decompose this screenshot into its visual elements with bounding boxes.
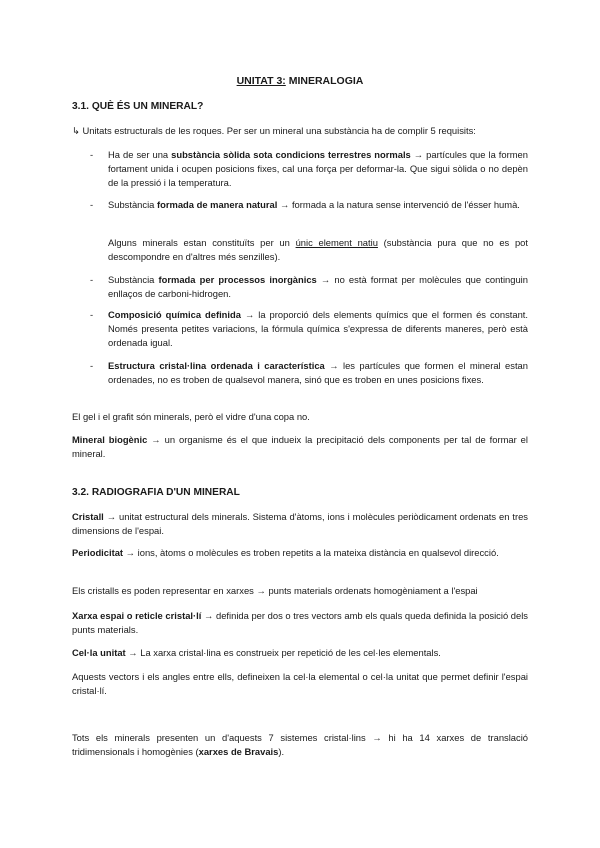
xarxes-paragraph: Els cristalls es poden representar en xarxes → punts materials ordenats homogèniament a l'espai [72, 585, 478, 596]
requirement-text: Ha de ser una substància sòlida sota condicions terrestres normals → partícules que la formen fortament unida i ocupen posicions fixes, cal una força per deformar-la. Que sigui sòlida o no depèn de la pressió i la temperatura. [108, 149, 528, 188]
gel-paragraph: El gel i el grafit són minerals, però el vidre d'una copa no. [72, 411, 310, 422]
list-dash: - [90, 274, 94, 285]
periodicitat-paragraph: Periodicitat → ions, àtoms o molècules es troben repetits a la mateixa distància en qualsevol direcció. [72, 547, 499, 558]
list-dash: - [90, 199, 94, 210]
return-arrow-icon: ↳ [72, 125, 80, 136]
cristall-paragraph: Cristall → unitat estructural dels minerals. Sistema d'àtoms, ions i molècules periòdicament ordenats en tres dimensions de l'espai. [72, 511, 528, 536]
requirement-text: Substància formada de manera natural → formada a la natura sense intervenció de l'ésser humà. [108, 199, 520, 210]
list-dash: - [90, 309, 94, 320]
section-heading-3-1: 3.1. QUÈ ÉS UN MINERAL? [72, 101, 204, 112]
xarxa-paragraph: Xarxa espai o reticle cristal·lí → definida per dos o tres vectors amb els quals queda definida la posició dels punts materials. [72, 610, 528, 635]
unit-title-rest: MINERALOGIA [285, 75, 364, 87]
intro-paragraph [72, 124, 528, 138]
list-dash: - [90, 149, 94, 160]
section-heading-3-2: 3.2. RADIOGRAFIA D'UN MINERAL [72, 487, 240, 498]
requirement-text: Composició química definida → la proporció dels elements químics que el formen és constant. Només presenta petites variacions, la fórmula química s'expressa de diferents maneres, però està ordenada igual. [108, 309, 528, 348]
unit-title-prefix: UNITAT 3: [236, 75, 286, 87]
requirement-text: Estructura cristal·lina ordenada i característica → les partícules que formen el mineral estan ordenades, no es troben de qualsevol manera, sinó que es troben en unes posicions fixes. [108, 360, 528, 385]
list-dash: - [90, 360, 94, 371]
vectors-paragraph: Aquests vectors i els angles entre ells, defineixen la cel·la elemental o cel·la unitat que permet definir l'espai cristal·lí. [72, 671, 528, 696]
biogenic-paragraph: Mineral biogènic → un organisme és el que indueix la precipitació dels components per tal de formar el mineral. [72, 434, 528, 459]
requirement-text: Substància formada per processos inorgànics → no està format per molècules que continguin enllaços de carboni-hidrogen. [108, 274, 528, 299]
native-element-note: Alguns minerals estan constituïts per un únic element natiu (substància pura que no es pot descompondre en d'altres més senzilles). [108, 237, 528, 262]
cella-paragraph: Cel·la unitat → La xarxa cristal·lina es construeix per repetició de les cel·les elementals. [72, 647, 441, 658]
bravais-paragraph: Tots els minerals presenten un d'aquests 7 sistemes cristal·lins → hi ha 14 xarxes de translació tridimensionals i homogènies (xarxes de Bravais). [72, 732, 528, 757]
unit-title [72, 74, 528, 88]
intro-text: Unitats estructurals de les roques. Per ser un mineral una substància ha de complir 5 requisits: [79, 125, 476, 136]
